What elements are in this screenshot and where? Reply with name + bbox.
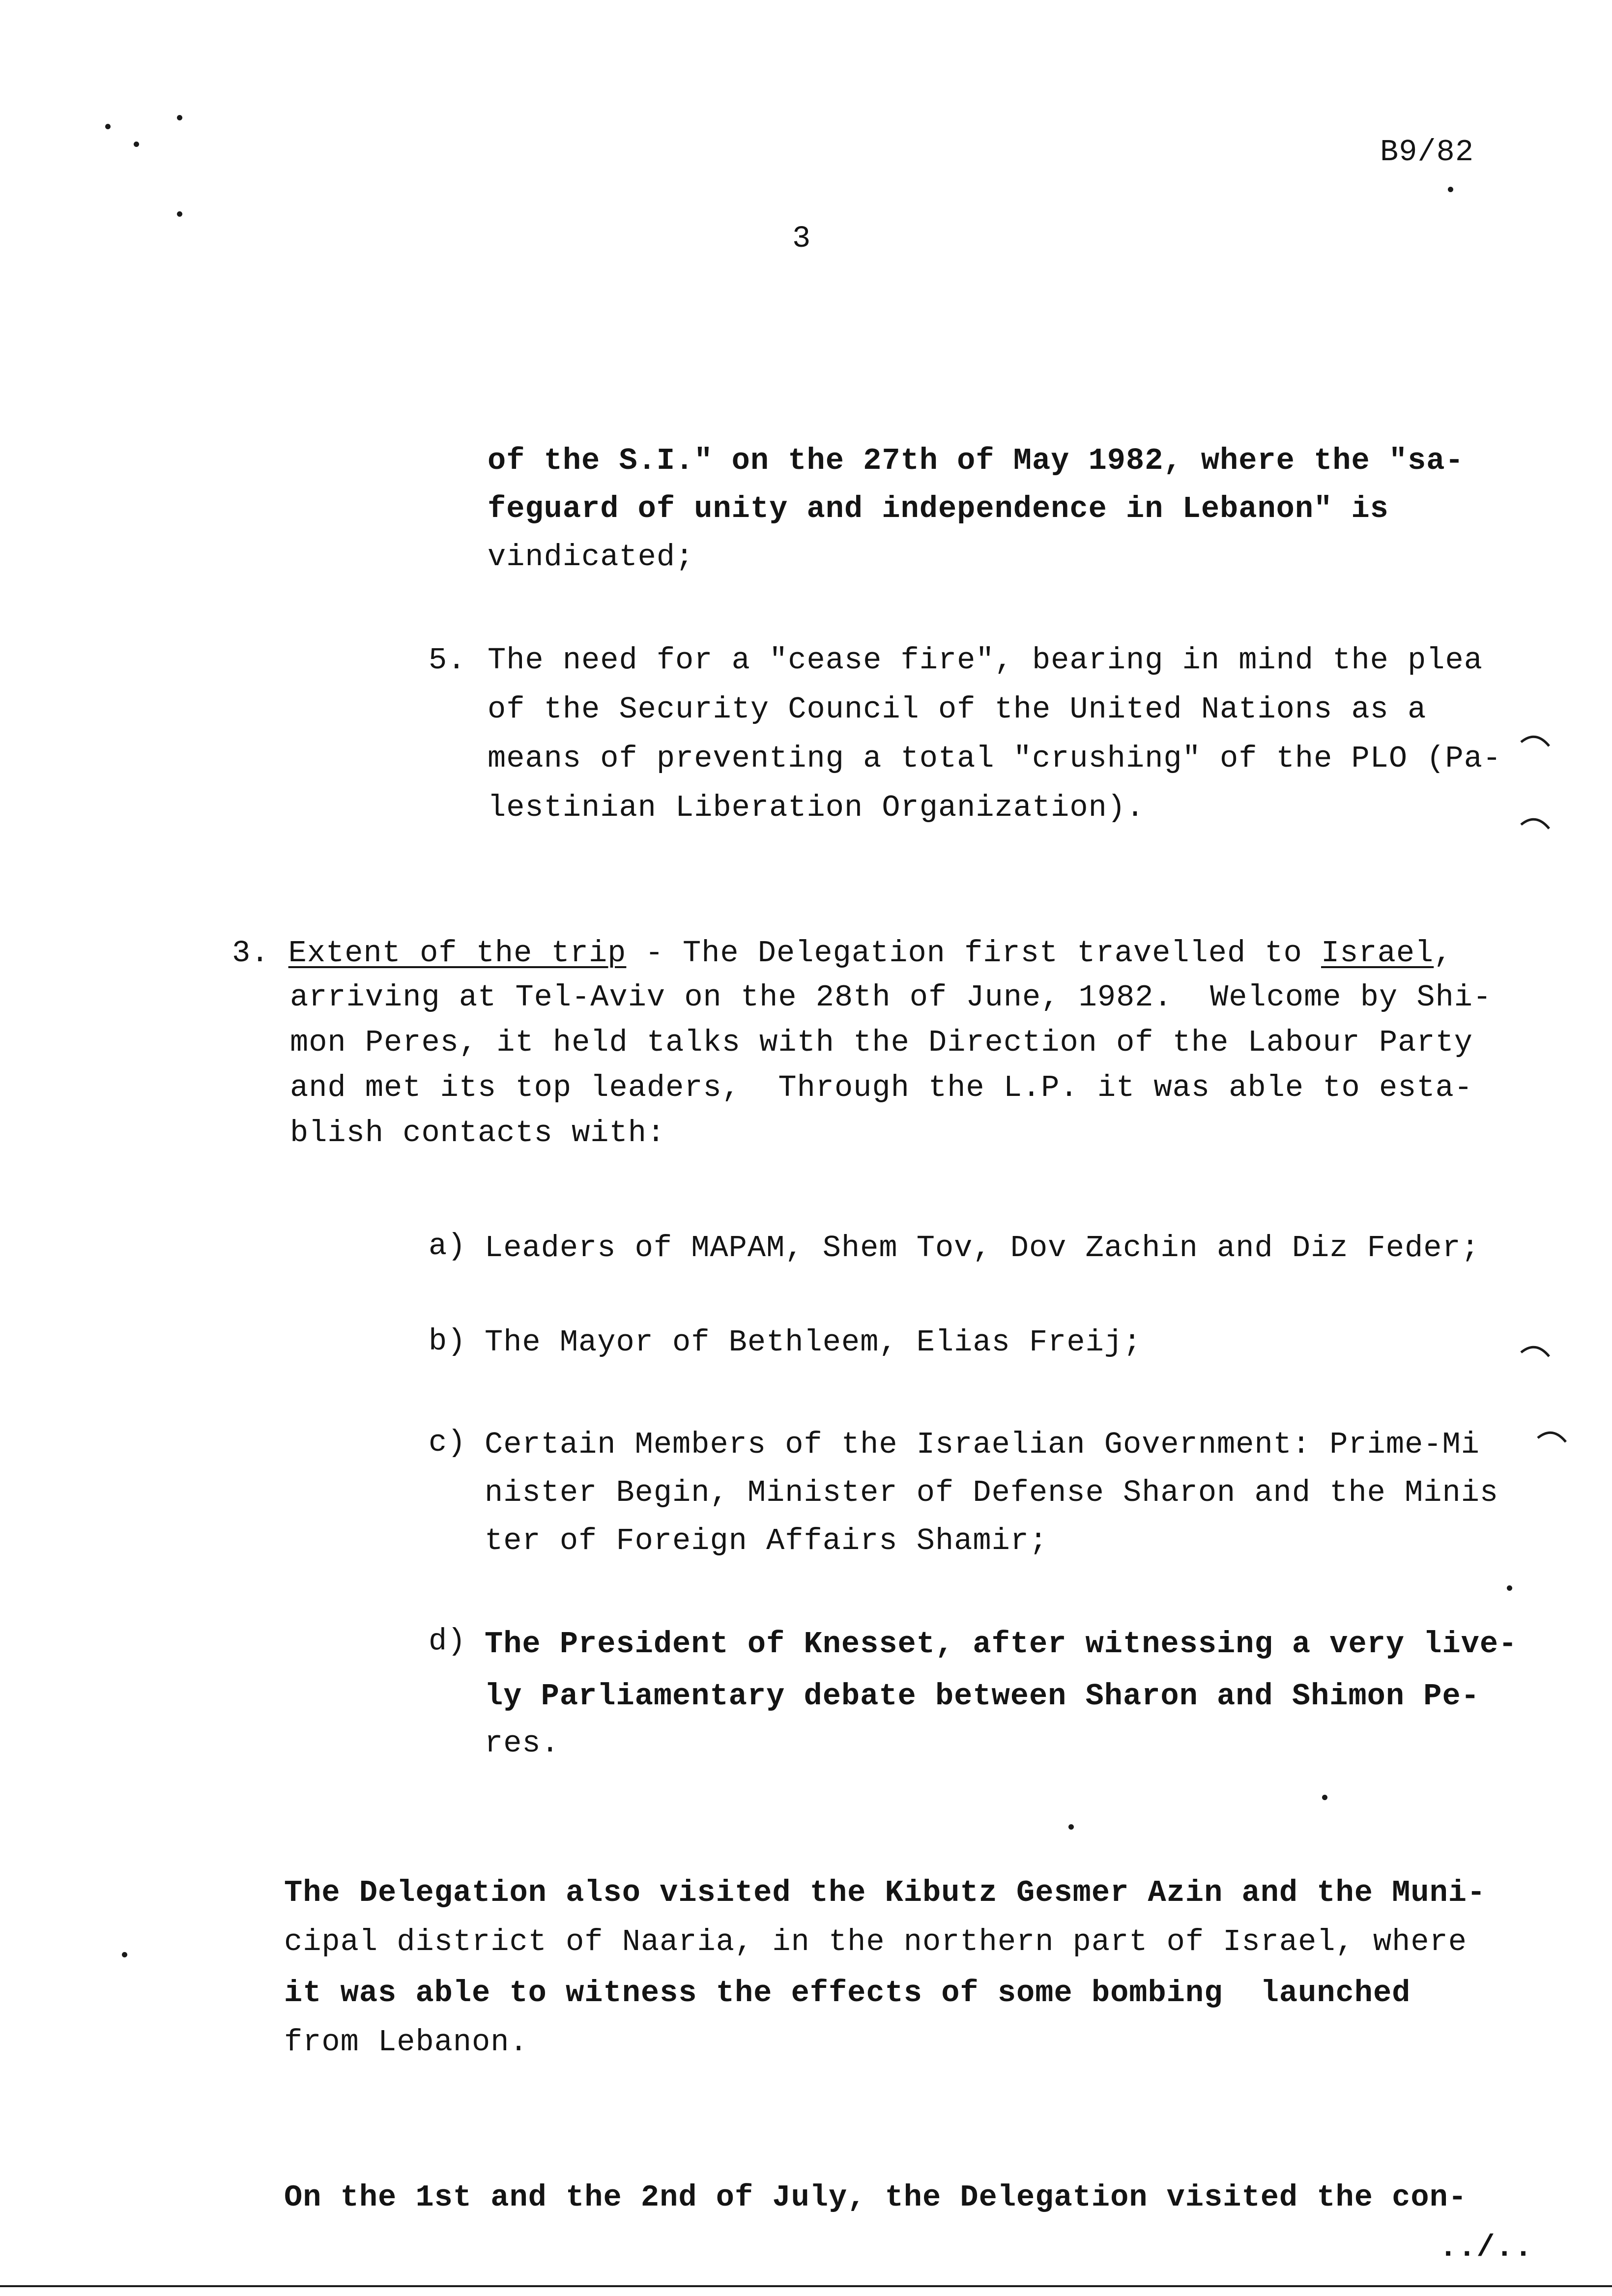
- scan-speck: [177, 211, 182, 217]
- item-5-line-3: means of preventing a total "crushing" of the PLO (Pa-: [488, 741, 1502, 776]
- visit-paragraph-line-3: it was able to witness the effects of some bombing launched: [284, 1976, 1411, 2010]
- scan-speck: [1068, 1824, 1074, 1830]
- page-number: 3: [792, 221, 811, 256]
- section-3-first-line-end: ,: [1434, 936, 1453, 971]
- continued-item-line-3: vindicated;: [488, 540, 694, 574]
- binder-mark: [1519, 732, 1553, 757]
- scan-speck: [122, 1952, 127, 1957]
- section-3-first-line: [232, 934, 1452, 973]
- july-paragraph-line-1: On the 1st and the 2nd of July, the Delegation visited the con-: [284, 2180, 1467, 2215]
- contact-b-letter: b): [429, 1324, 466, 1359]
- item-5-line-1: The need for a "cease fire", bearing in mind the plea: [488, 643, 1483, 678]
- section-3-line-5: blish contacts with:: [290, 1116, 666, 1150]
- contact-b-line-1: The Mayor of Bethleem, Elias Freij;: [485, 1325, 1142, 1360]
- section-3-number: 3.: [232, 936, 270, 971]
- section-3-line-3: mon Peres, it held talks with the Direction of the Labour Party: [290, 1025, 1473, 1060]
- page-bottom-edge: [0, 2285, 1612, 2287]
- binder-mark: [1519, 815, 1553, 839]
- section-3-first-line-text: The Delegation first travelled to: [682, 936, 1321, 971]
- contact-d-line-3: res.: [485, 1726, 560, 1761]
- scan-speck: [1507, 1585, 1512, 1591]
- binder-mark: [1519, 1343, 1553, 1367]
- continuation-marker: ../..: [1439, 2230, 1533, 2265]
- visit-paragraph-line-2: cipal district of Naaria, in the northern part of Israel, where: [284, 1924, 1467, 1959]
- contact-c-line-3: ter of Foreign Affairs Shamir;: [485, 1523, 1048, 1558]
- contact-d-line-1: The President of Knesset, after witnessing a very live-: [485, 1627, 1518, 1662]
- scan-speck: [177, 115, 182, 120]
- section-3-dash: -: [626, 936, 683, 971]
- scan-speck: [1322, 1795, 1327, 1800]
- contact-c-line-1: Certain Members of the Israelian Government: Prime-Mi: [485, 1427, 1480, 1462]
- visit-paragraph-line-4: from Lebanon.: [284, 2025, 528, 2060]
- contact-c-line-2: nister Begin, Minister of Defense Sharon and the Minis: [485, 1475, 1499, 1510]
- section-3-heading: Extent of the trip: [288, 936, 627, 971]
- scan-speck: [105, 124, 111, 129]
- section-3-destination: Israel: [1321, 936, 1434, 971]
- contact-a-letter: a): [429, 1229, 466, 1263]
- scan-speck: [1448, 187, 1453, 192]
- item-5-line-4: lestinian Liberation Organization).: [488, 790, 1145, 825]
- binder-mark: [1535, 1428, 1570, 1453]
- continued-item-line-2: feguard of unity and independence in Lebanon" is: [488, 491, 1389, 526]
- contact-d-letter: d): [429, 1624, 466, 1659]
- contact-a-line-1: Leaders of MAPAM, Shem Tov, Dov Zachin and Diz Feder;: [485, 1231, 1480, 1265]
- scan-speck: [134, 142, 139, 147]
- item-5-line-2: of the Security Council of the United Nations as a: [488, 692, 1427, 727]
- continued-item-line-1: of the S.I." on the 27th of May 1982, where the "sa-: [488, 443, 1464, 478]
- section-3-line-4: and met its top leaders, Through the L.P. it was able to esta-: [290, 1070, 1473, 1105]
- item-5-number: 5.: [429, 643, 466, 678]
- section-3-line-2: arriving at Tel-Aviv on the 28th of June, 1982. Welcome by Shi-: [290, 980, 1492, 1015]
- contact-d-line-2: ly Parliamentary debate between Sharon and Shimon Pe-: [485, 1679, 1480, 1714]
- visit-paragraph-line-1: The Delegation also visited the Kibutz Gesmer Azin and the Muni-: [284, 1875, 1486, 1910]
- contact-c-letter: c): [429, 1425, 466, 1460]
- document-reference: B9/82: [1380, 135, 1474, 170]
